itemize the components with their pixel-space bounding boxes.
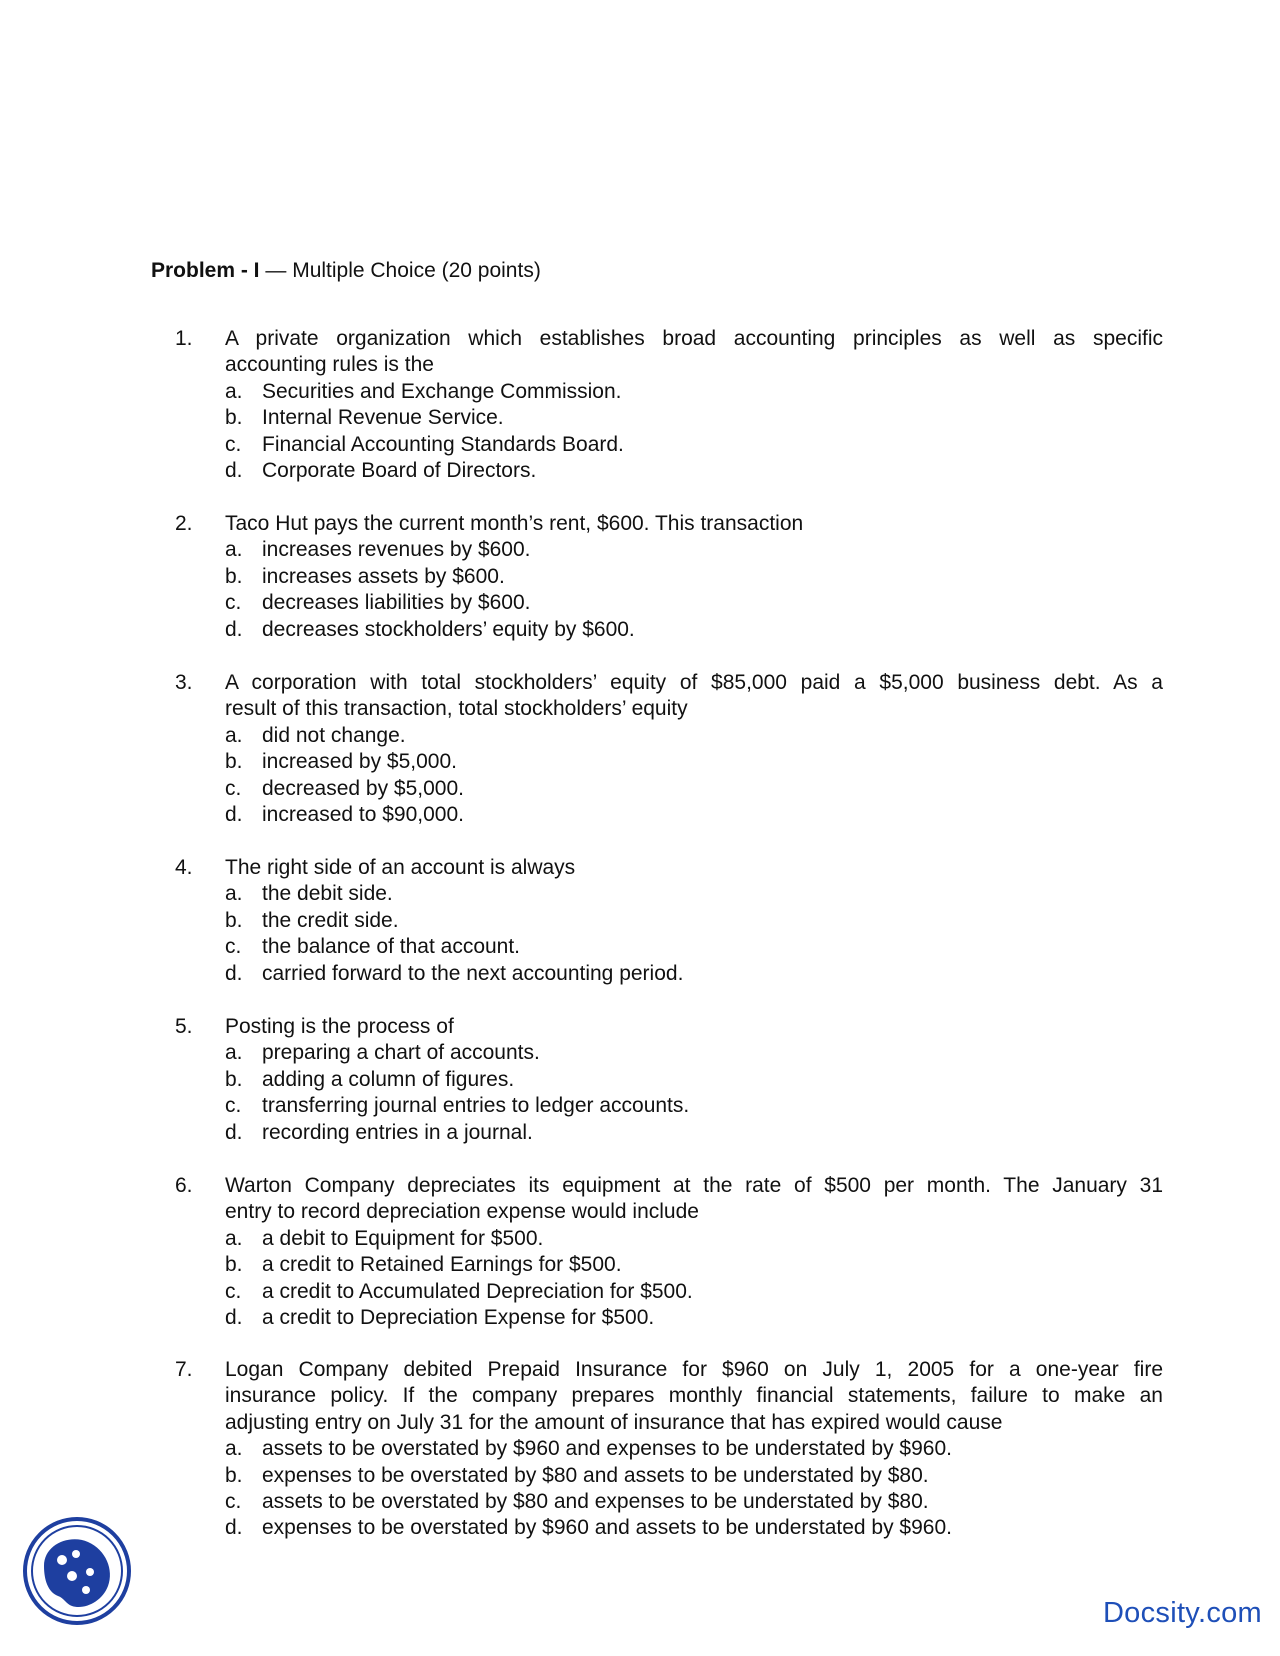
question-stem <box>225 511 1163 537</box>
option-letter: b. <box>225 564 243 588</box>
option-b <box>225 1252 1163 1278</box>
option-letter: c. <box>225 1279 242 1303</box>
option-letter: d. <box>225 1120 243 1144</box>
option-d <box>225 1305 1163 1331</box>
option-text: Corporate Board of Directors. <box>262 458 537 482</box>
question-stem-line: adjusting entry on July 31 for the amount of insurance that has expired would cause <box>225 1410 1003 1434</box>
option-c <box>225 934 1163 960</box>
option-c <box>225 776 1163 802</box>
option-d <box>225 458 1163 484</box>
option-list <box>225 723 1163 829</box>
option-text: the debit side. <box>262 882 393 906</box>
question-stem-line: Logan Company debited Prepaid Insurance for $960 on July 1, 2005 for a one-year fire <box>225 1358 1163 1381</box>
option-letter: a. <box>225 379 243 403</box>
option-b <box>225 564 1163 590</box>
question-stem <box>225 1173 1163 1226</box>
option-text: increases assets by $600. <box>262 564 505 588</box>
option-text: the credit side. <box>262 908 399 932</box>
option-c <box>225 1093 1163 1119</box>
question-stem-line: A private organization which establishes broad accounting principles as well as specific <box>225 327 1163 350</box>
option-d <box>225 802 1163 828</box>
question-stem-line: Posting is the process of <box>225 1015 454 1038</box>
question-number: 6. <box>175 1174 193 1197</box>
question-number: 1. <box>175 327 193 350</box>
option-text: assets to be overstated by $960 and expenses to be understated by $960. <box>262 1437 952 1461</box>
problem-header <box>151 258 541 284</box>
option-letter: b. <box>225 1463 243 1487</box>
option-text: increases revenues by $600. <box>262 538 531 562</box>
question-stem <box>225 855 1163 881</box>
option-text: decreased by $5,000. <box>262 776 464 800</box>
question-stem-line: entry to record depreciation expense would include <box>225 1200 699 1224</box>
option-text: Internal Revenue Service. <box>262 406 504 430</box>
option-text: a debit to Equipment for $500. <box>262 1226 544 1250</box>
option-letter: d. <box>225 802 243 826</box>
question-stem <box>225 1014 1163 1040</box>
option-text: the balance of that account. <box>262 935 521 959</box>
option-a <box>225 881 1163 907</box>
question-stem-line: result of this transaction, total stockholders’ equity <box>225 697 688 721</box>
option-letter: d. <box>225 1516 243 1540</box>
option-letter: c. <box>225 1094 242 1118</box>
option-text: preparing a chart of accounts. <box>262 1041 540 1065</box>
problem-header-rest: — Multiple Choice (20 points) <box>259 259 541 282</box>
option-text: adding a column of figures. <box>262 1067 515 1091</box>
option-text: a credit to Accumulated Depreciation for $500. <box>262 1279 693 1303</box>
option-letter: c. <box>225 776 242 800</box>
option-text: increased to $90,000. <box>262 802 464 826</box>
option-list <box>225 1436 1163 1542</box>
option-letter: a. <box>225 723 243 747</box>
question-stem-line: Warton Company depreciates its equipment at the rate of $500 per month. The January 31 <box>225 1174 1163 1197</box>
question-number: 7. <box>175 1358 193 1381</box>
option-a <box>225 1040 1163 1066</box>
option-list <box>225 1226 1163 1332</box>
option-letter: d. <box>225 617 243 641</box>
option-text: a credit to Depreciation Expense for $500. <box>262 1305 655 1329</box>
option-d <box>225 1515 1163 1541</box>
option-c <box>225 432 1163 458</box>
option-a <box>225 1226 1163 1252</box>
question-stem-line: A corporation with total stockholders’ equity of $85,000 paid a $5,000 business debt. As a <box>225 671 1163 694</box>
option-letter: a. <box>225 882 243 906</box>
option-letter: c. <box>225 1489 242 1513</box>
option-letter: c. <box>225 432 242 456</box>
option-text: assets to be overstated by $80 and expenses to be understated by $80. <box>262 1489 929 1513</box>
option-text: expenses to be overstated by $80 and assets to be understated by $80. <box>262 1463 929 1487</box>
question-stem-line: The right side of an account is always <box>225 856 576 879</box>
option-a <box>225 723 1163 749</box>
option-letter: d. <box>225 458 243 482</box>
question-number: 4. <box>175 856 193 879</box>
option-letter: b. <box>225 406 243 430</box>
option-letter: d. <box>225 1305 243 1329</box>
option-letter: b. <box>225 908 243 932</box>
question-stem <box>225 1357 1163 1436</box>
question-stem-line: insurance policy. If the company prepares monthly financial statements, failure to make an <box>225 1384 1163 1408</box>
option-letter: a. <box>225 1226 243 1250</box>
option-letter: a. <box>225 1041 243 1065</box>
option-d <box>225 961 1163 987</box>
option-list <box>225 881 1163 987</box>
option-text: transferring journal entries to ledger accounts. <box>262 1094 690 1118</box>
option-text: recording entries in a journal. <box>262 1120 533 1144</box>
question-number: 2. <box>175 512 193 535</box>
option-list <box>225 1040 1163 1146</box>
question-stem <box>225 670 1163 723</box>
option-letter: d. <box>225 961 243 985</box>
question-number: 5. <box>175 1015 193 1038</box>
option-letter: b. <box>225 1067 243 1091</box>
option-text: carried forward to the next accounting period. <box>262 961 684 985</box>
option-list <box>225 537 1163 643</box>
problem-header-bold: Problem - I <box>151 259 260 282</box>
option-text: Securities and Exchange Commission. <box>262 379 622 403</box>
question-stem-line: accounting rules is the <box>225 353 434 377</box>
docsity-logo-icon <box>22 1516 132 1626</box>
option-text: decreases liabilities by $600. <box>262 591 531 615</box>
option-letter: b. <box>225 1253 243 1277</box>
option-b <box>225 1067 1163 1093</box>
option-b <box>225 749 1163 775</box>
option-letter: b. <box>225 750 243 774</box>
option-d <box>225 1120 1163 1146</box>
option-text: decreases stockholders’ equity by $600. <box>262 617 635 641</box>
option-b <box>225 405 1163 431</box>
option-c <box>225 590 1163 616</box>
option-letter: c. <box>225 935 242 959</box>
option-d <box>225 617 1163 643</box>
docsity-logo-svg <box>22 1516 132 1626</box>
option-text: did not change. <box>262 723 406 747</box>
option-text: Financial Accounting Standards Board. <box>262 432 624 456</box>
option-text: expenses to be overstated by $960 and assets to be understated by $960. <box>262 1516 952 1540</box>
option-c <box>225 1489 1163 1515</box>
option-letter: a. <box>225 1437 243 1461</box>
option-a <box>225 1436 1163 1462</box>
option-b <box>225 908 1163 934</box>
option-a <box>225 537 1163 563</box>
question-stem-line: Taco Hut pays the current month’s rent, $600. This transaction <box>225 512 804 535</box>
option-letter: c. <box>225 591 242 615</box>
option-letter: a. <box>225 538 243 562</box>
docsity-watermark[interactable]: Docsity.com <box>1102 1597 1262 1629</box>
option-a <box>225 379 1163 405</box>
option-c <box>225 1279 1163 1305</box>
option-text: a credit to Retained Earnings for $500. <box>262 1253 622 1277</box>
question-stem <box>225 326 1163 379</box>
option-list <box>225 379 1163 485</box>
option-b <box>225 1463 1163 1489</box>
option-text: increased by $5,000. <box>262 750 457 774</box>
question-number: 3. <box>175 671 193 694</box>
